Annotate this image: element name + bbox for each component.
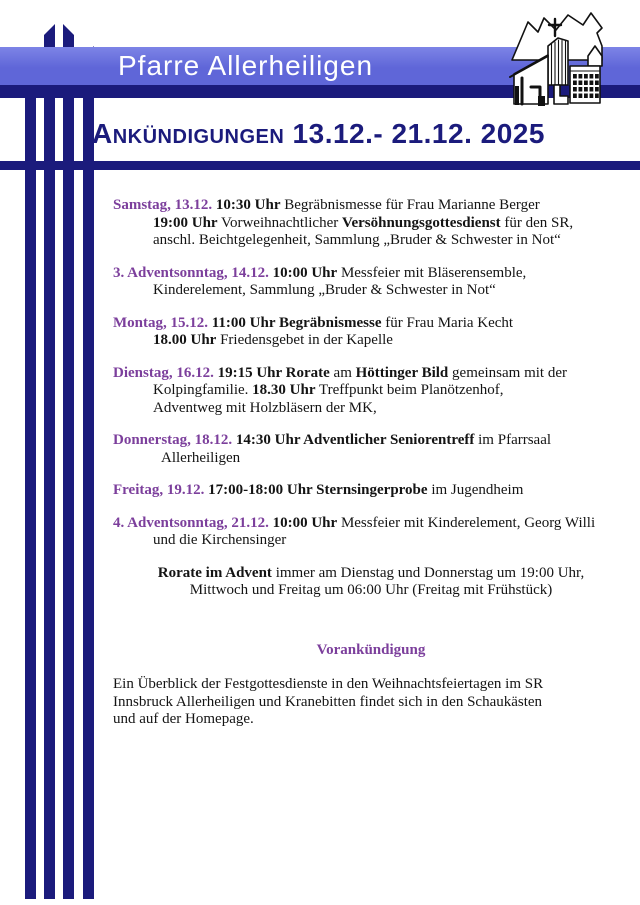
entry-date: Donnerstag, 18.12.: [113, 432, 236, 448]
page-title: Ankündigungen 13.12.- 21.12. 2025: [92, 118, 545, 149]
annex-building-shape: [570, 66, 600, 103]
entry-line: Allerheiligen: [161, 449, 241, 466]
entry-line: Rorate im Advent immer am Dienstag und Donnerstag um 19:00 Uhr,: [157, 564, 585, 581]
entry-line: Kolpingfamilie. 18.30 Uhr Treffpunkt beim Planötzenhof,: [153, 382, 504, 398]
entry-date: Montag, 15.12.: [113, 314, 212, 331]
entry-date: Freitag, 19.12.: [113, 482, 209, 498]
announcement-entry: [113, 565, 629, 600]
decorative-stripe: [83, 46, 94, 899]
decorative-stripe: [25, 48, 36, 899]
announcement-entry: [113, 365, 629, 418]
announcement-entry: [113, 482, 629, 500]
nave-shape: [510, 55, 548, 106]
entry-date: 3. Adventsonntag, 14.12.: [113, 264, 273, 281]
footer-line: Ein Überblick der Festgottesdienste in den Weihnachtsfeiertagen im SR: [113, 676, 544, 692]
announcement-entry: [113, 197, 629, 250]
footer-paragraph: [113, 676, 629, 729]
tower-foot-shape: [554, 85, 568, 104]
announcement-entry: [113, 515, 629, 550]
announcement-entry: [113, 315, 629, 350]
footer-line: Innsbruck Allerheiligen und Kranebitten findet sich in den Schaukästen: [113, 693, 543, 710]
entry-line: 19:00 Uhr Vorweihnachtlicher Versöhnungsgottesdienst für den SR,: [153, 214, 574, 231]
entry-line: Kinderelement, Sammlung „Bruder & Schwester in Not“: [153, 282, 496, 298]
footer-line: und auf der Homepage.: [113, 711, 254, 727]
entry-line: Freitag, 19.12. 17:00-18:00 Uhr Sternsingerprobe im Jugendheim: [113, 482, 524, 498]
title-underline-rule: [0, 161, 640, 170]
entry-line: 18.00 Uhr Friedensgebet in der Kapelle: [153, 332, 393, 348]
decorative-stripe: [63, 24, 74, 899]
entry-line: Donnerstag, 18.12. 14:30 Uhr Adventlicher Seniorentreff im Pfarrsaal: [113, 432, 552, 448]
announcement-entry: [113, 432, 629, 467]
content-column: [113, 197, 629, 729]
subheading: Vorankündigung: [316, 641, 426, 658]
entry-line: 4. Adventsonntag, 21.12. 10:00 Uhr Messfeier mit Kinderelement, Georg Willi: [113, 514, 596, 531]
entry-line: Adventweg mit Holzbläsern der MK,: [153, 399, 377, 416]
entry-line: Samstag, 13.12. 10:30 Uhr Begräbnismesse für Frau Marianne Berger: [113, 197, 540, 213]
church-icon: [498, 8, 640, 113]
entry-date: Samstag, 13.12.: [113, 197, 216, 213]
church-tower-shape: [548, 38, 568, 85]
entry-line: und die Kirchensinger: [153, 532, 287, 548]
entry-date: 4. Adventsonntag, 21.12.: [113, 514, 273, 531]
entry-line: Mittwoch und Freitag um 06:00 Uhr (Freitag mit Frühstück): [189, 582, 553, 598]
announcement-entry: [113, 265, 629, 300]
entry-line: anschl. Beichtgelegenheit, Sammlung „Bruder & Schwester in Not“: [153, 232, 561, 248]
entry-date: Dienstag, 16.12.: [113, 364, 218, 381]
entry-line: 3. Adventsonntag, 14.12. 10:00 Uhr Messfeier mit Bläserensemble,: [113, 264, 527, 281]
entry-line: Dienstag, 16.12. 19:15 Uhr Rorate am Höttinger Bild gemeinsam mit der: [113, 364, 567, 381]
announcement-list: [113, 197, 629, 600]
entry-line: Montag, 15.12. 11:00 Uhr Begräbnismesse für Frau Maria Kecht: [113, 314, 514, 331]
decorative-stripe: [44, 24, 55, 899]
parish-name: Pfarre Allerheiligen: [118, 50, 374, 81]
